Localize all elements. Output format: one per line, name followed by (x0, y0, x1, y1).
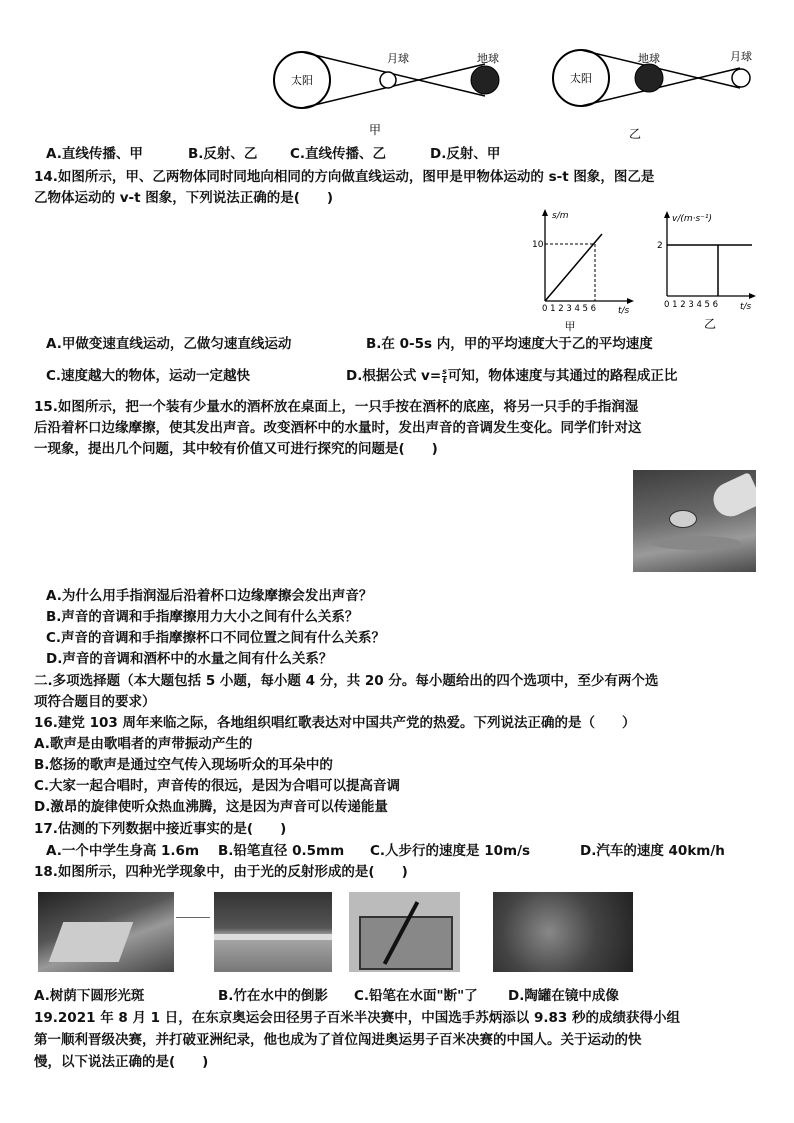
bamboo-reflection-photo (214, 892, 332, 972)
q19-stem-line-3: 慢，以下说法正确的是( ) (34, 1054, 209, 1070)
q14-option-d[interactable] (346, 366, 677, 386)
tree-shade-photo (38, 892, 174, 972)
figure-caption: 乙 (628, 127, 642, 141)
earth-circle (471, 66, 499, 94)
q16-stem: 16.建党 103 周年来临之际，各地组织唱红歌表达对中国共产党的热爱。下列说法正确的是（ ） (34, 715, 636, 731)
x-tick-labels: 0 1 2 3 4 5 6 (542, 304, 597, 314)
q15-option-c[interactable]: C.声音的音调和手指摩擦杯口不同位置之间有什么关系？ (46, 630, 386, 646)
moon-circle (380, 72, 396, 88)
x-axis-label: t/s (740, 302, 752, 312)
earth-label: 地球 (638, 52, 660, 65)
fraction-numerator: s (442, 366, 447, 376)
q14-option-b[interactable]: B.在 0-5s 内，甲的平均速度大于乙的平均速度 (366, 336, 653, 352)
q17-option-c[interactable]: C.人步行的速度是 10m/s (370, 843, 531, 859)
graph-yi-v-t (652, 208, 762, 334)
q17-option-a[interactable]: A.一个中学生身高 1.6m (46, 843, 200, 859)
q17-option-b[interactable]: B.铅笔直径 0.5mm (218, 843, 345, 859)
q14-stem-line-1: 14.如图所示，甲、乙两物体同时同地向相同的方向做直线运动，图甲是甲物体运动的 s-t 图象，图乙是 (34, 169, 655, 185)
q16-option-a[interactable]: A.歌声是由歌唱者的声带振动产生的 (34, 736, 253, 752)
q16-option-d[interactable]: D.激昂的旋律使听众热血沸腾，这是因为声音可以传递能量 (34, 799, 388, 815)
y-tick-label: 2 (657, 241, 663, 251)
y-axis-label: v/(m·s⁻¹) (672, 214, 713, 224)
q18-option-b[interactable]: B.竹在水中的倒影 (218, 988, 328, 1004)
moon-label: 月球 (387, 52, 409, 65)
q15-stem-line-2: 后沿着杯口边缘摩擦，使其发出声音。改变酒杯中的水量时，发出声音的音调发生变化。同学们针对这 (34, 420, 642, 436)
q15-option-d[interactable]: D.声音的音调和酒杯中的水量之间有什么关系？ (46, 651, 333, 667)
figure-caption: 甲 (368, 123, 382, 137)
earth-label: 地球 (477, 52, 499, 65)
q15-option-b[interactable]: B.声音的音调和手指摩擦用力大小之间有什么关系？ (46, 609, 359, 625)
figure-yi-eclipse (545, 38, 765, 142)
moon-label: 月球 (730, 50, 752, 63)
graph-caption: 甲 (564, 320, 576, 333)
fraction-denominator: t (442, 375, 447, 385)
graph-caption: 乙 (703, 317, 717, 331)
q14-option-d-suffix: 可知，物体速度与其通过的路程成正比 (447, 368, 678, 384)
q19-stem-line-2: 第一顺利晋级决赛，并打破亚洲纪录，他也成为了首位闯进奥运男子百米决赛的中国人。关于运动的快 (34, 1032, 642, 1048)
section-2-heading-line-2: 项符合题目的要求） (34, 694, 156, 710)
earth-circle (635, 64, 663, 92)
formula-fraction (442, 368, 447, 385)
q18-option-a[interactable]: A.树荫下圆形光斑 (34, 988, 145, 1004)
q13-option-a[interactable]: A.直线传播、甲 (46, 146, 143, 162)
q14-stem-line-2: 乙物体运动的 v-t 图象，下列说法正确的是( ) (34, 190, 334, 206)
q16-option-c[interactable]: C.大家一起合唱时，声音传的很远，是因为合唱可以提高音调 (34, 778, 401, 794)
q18-option-c[interactable]: C.铅笔在水面"断"了 (354, 988, 478, 1004)
sun-label: 太阳 (570, 72, 592, 85)
x-tick-labels: 0 1 2 3 4 5 6 (664, 300, 719, 310)
figure-jia-eclipse (270, 38, 530, 138)
q17-stem: 17.估测的下列数据中接近事实的是( ) (34, 821, 287, 837)
pencil-in-water-photo (349, 892, 460, 972)
x-axis-label: t/s (618, 306, 630, 316)
q13-option-b[interactable]: B.反射、乙 (188, 146, 258, 162)
q15-stem-line-3: 一现象，提出几个问题，其中较有价值又可进行探究的问题是( ) (34, 441, 438, 457)
y-axis-label: s/m (552, 211, 569, 221)
q14-option-a[interactable]: A.甲做变速直线运动，乙做匀速直线运动 (46, 336, 292, 352)
sun-label: 太阳 (291, 74, 313, 87)
graph-jia-s-t (530, 206, 640, 336)
q18-option-d[interactable]: D.陶罐在镜中成像 (508, 988, 619, 1004)
q15-option-a[interactable]: A.为什么用手指润湿后沿着杯口边缘摩擦会发出声音？ (46, 588, 373, 604)
q16-option-b[interactable]: B.悠扬的歌声是通过空气传入现场听众的耳朵中的 (34, 757, 333, 773)
q19-stem-line-1: 19.2021 年 8 月 1 日，在东京奥运会田径男子百米半决赛中，中国选手苏炳添以 9.83 秒的成绩获得小组 (34, 1010, 680, 1026)
q13-option-c[interactable]: C.直线传播、乙 (290, 146, 387, 162)
moon-circle (732, 69, 750, 87)
pottery-mirror-photo (493, 892, 633, 972)
q14-option-c[interactable]: C.速度越大的物体，运动一定越快 (46, 368, 251, 384)
q18-stem: 18.如图所示，四种光学现象中，由于光的反射形成的是( ) (34, 864, 408, 880)
q17-option-d[interactable]: D.汽车的速度 40km/h (580, 843, 725, 859)
wine-glass-photo (633, 470, 756, 572)
section-2-heading-line-1: 二.多项选择题（本大题包括 5 小题，每小题 4 分，共 20 分。每小题给出的四个选项中，至少有两个选 (34, 673, 659, 689)
q15-stem-line-1: 15.如图所示，把一个装有少量水的酒杯放在桌面上，一只手按在酒杯的底座，将另一只手的手指润湿 (34, 399, 639, 415)
y-tick-label: 10 (532, 240, 544, 250)
q13-option-d[interactable]: D.反射、甲 (430, 146, 501, 162)
q14-option-d-prefix: D.根据公式 v= (346, 368, 442, 384)
